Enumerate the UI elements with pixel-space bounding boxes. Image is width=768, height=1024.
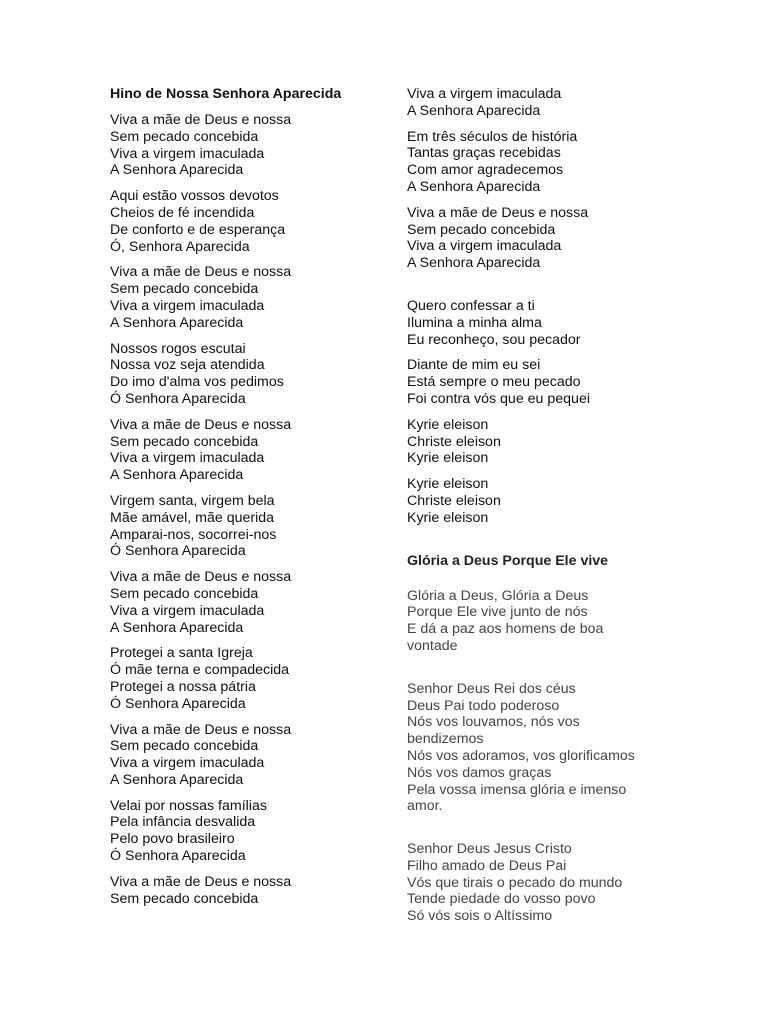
stanza bbox=[407, 417, 669, 467]
verse-line: Viva a virgem imaculada bbox=[110, 602, 265, 619]
verse-line: Senhor Deus Jesus Cristo bbox=[407, 841, 572, 858]
verse-line: A Senhora Aparecida bbox=[407, 102, 541, 119]
verse-line: Do imo d'alma vos pedimos bbox=[110, 374, 284, 391]
stanza bbox=[110, 874, 372, 908]
left-stanzas bbox=[110, 112, 372, 907]
verse-line: Kyrie eleison bbox=[407, 450, 489, 467]
verse-line: Ó mãe terna e compadecida bbox=[110, 662, 290, 679]
verse-line: Christe eleison bbox=[407, 433, 501, 450]
verse-line: A Senhora Aparecida bbox=[110, 771, 244, 788]
stanza bbox=[110, 112, 372, 179]
stanza bbox=[110, 417, 372, 484]
verse-line: A Senhora Aparecida bbox=[407, 178, 541, 195]
stanza bbox=[110, 722, 372, 789]
verse-line: Sem pecado concebida bbox=[407, 221, 556, 238]
verse-line: Ó Senhora Aparecida bbox=[110, 390, 246, 407]
verse-line: Eu reconheço, sou pecador bbox=[407, 331, 581, 348]
verse-line: Quero confessar a ti bbox=[407, 297, 535, 314]
verse-line: A Senhora Aparecida bbox=[110, 467, 244, 484]
stanza bbox=[110, 188, 372, 255]
verse-line: A Senhora Aparecida bbox=[110, 162, 244, 179]
verse-line: Pelo povo brasileiro bbox=[110, 831, 235, 848]
verse-line: Viva a mãe de Deus e nossa bbox=[110, 112, 292, 128]
stanza bbox=[407, 129, 669, 196]
stanza bbox=[110, 645, 372, 712]
right-stanzas-b bbox=[407, 298, 669, 527]
verse-line: Sem pecado concebida bbox=[110, 433, 259, 450]
verse-line: Glória a Deus, Glória a Deus bbox=[407, 587, 589, 604]
verse-line: Viva a virgem imaculada bbox=[110, 755, 265, 772]
verse-line: Foi contra vós que eu pequei bbox=[407, 390, 590, 407]
verse-line: Ilumina a minha alma bbox=[407, 314, 542, 331]
verse-line: Com amor agradecemos bbox=[407, 162, 564, 179]
verse-line: Tantas graças recebidas bbox=[407, 145, 561, 162]
verse-line: Virgem santa, virgem bela bbox=[110, 492, 275, 509]
verse-line: Viva a mãe de Deus e nossa bbox=[110, 569, 292, 586]
verse-line: Ó Senhora Aparecida bbox=[110, 848, 246, 865]
verse-line: Kyrie eleison bbox=[407, 476, 489, 493]
verse-line: Sem pecado concebida bbox=[110, 281, 259, 298]
verse-line: Nós vos adoramos, vos glorificamos bbox=[407, 747, 635, 764]
verse-line: Kyrie eleison bbox=[407, 416, 489, 433]
verse-line: Protegei a santa Igreja bbox=[110, 645, 253, 662]
verse-line: Deus Pai todo poderoso bbox=[407, 697, 560, 714]
gloria-stanzas bbox=[407, 588, 669, 926]
right-column bbox=[407, 86, 669, 934]
verse-line: Kyrie eleison bbox=[407, 509, 489, 526]
verse-line: amor. bbox=[407, 798, 443, 815]
verse-line: Só vós sois o Altíssimo bbox=[407, 908, 553, 925]
verse-line: E dá a paz aos homens de boa bbox=[407, 621, 604, 638]
verse-line: Porque Ele vive junto de nós bbox=[407, 604, 588, 621]
verse-line: Filho amado de Deus Pai bbox=[407, 857, 567, 874]
stanza bbox=[110, 264, 372, 331]
verse-line: Sem pecado concebida bbox=[110, 128, 259, 145]
stanza bbox=[407, 476, 669, 526]
verse-line: Vós que tirais o pecado do mundo bbox=[407, 874, 623, 891]
verse-line: Sem pecado concebida bbox=[110, 738, 259, 755]
verse-line: Ó Senhora Aparecida bbox=[110, 695, 246, 712]
verse-line: Mãe amável, mãe querida bbox=[110, 509, 275, 526]
verse-line: Pela vossa imensa glória e imenso bbox=[407, 781, 627, 798]
stanza bbox=[407, 86, 669, 120]
verse-line: Viva a mãe de Deus e nossa bbox=[110, 264, 292, 281]
verse-line: Nós vos louvamos, nós vos bbox=[407, 714, 580, 731]
verse-line: Nossos rogos escutai bbox=[110, 340, 246, 357]
verse-line: Viva a virgem imaculada bbox=[110, 297, 265, 314]
verse-line: bendizemos bbox=[407, 731, 484, 748]
stanza bbox=[407, 205, 669, 272]
stanza bbox=[407, 298, 669, 348]
right-stanzas-a bbox=[407, 86, 669, 272]
verse-line: Em três séculos de história bbox=[407, 128, 578, 145]
stanza bbox=[407, 841, 669, 925]
verse-line: Viva a mãe de Deus e nossa bbox=[110, 416, 292, 433]
stanza bbox=[407, 681, 669, 815]
verse-line: Está sempre o meu pecado bbox=[407, 374, 581, 391]
verse-line: Viva a virgem imaculada bbox=[407, 86, 562, 102]
stanza bbox=[110, 341, 372, 408]
verse-line: A Senhora Aparecida bbox=[110, 619, 244, 636]
verse-line: vontade bbox=[407, 637, 458, 654]
hymn-title: Hino de Nossa Senhora Aparecida bbox=[110, 86, 342, 102]
verse-line: Christe eleison bbox=[407, 492, 501, 509]
verse-line: Sem pecado concebida bbox=[110, 585, 259, 602]
verse-line: Sem pecado concebida bbox=[110, 890, 259, 907]
verse-line: Nossa voz seja atendida bbox=[110, 357, 265, 374]
verse-line: A Senhora Aparecida bbox=[110, 314, 244, 331]
verse-line: Cheios de fé incendida bbox=[110, 204, 255, 221]
verse-line: Viva a virgem imaculada bbox=[407, 238, 562, 255]
verse-line: Senhor Deus Rei dos céus bbox=[407, 680, 576, 697]
verse-line: De conforto e de esperança bbox=[110, 221, 286, 238]
left-column bbox=[110, 86, 372, 916]
stanza bbox=[110, 569, 372, 636]
stanza bbox=[110, 493, 372, 560]
verse-line: Velai por nossas famílias bbox=[110, 797, 267, 814]
verse-line: Protegei a nossa pátria bbox=[110, 678, 256, 695]
stanza bbox=[110, 798, 372, 865]
verse-line: Aqui estão vossos devotos bbox=[110, 188, 279, 205]
stanza bbox=[407, 357, 669, 407]
verse-line: Viva a virgem imaculada bbox=[110, 450, 265, 467]
verse-line: Pela infância desvalida bbox=[110, 814, 256, 831]
verse-line: Nós vos damos graças bbox=[407, 764, 552, 781]
verse-line: Tende piedade do vosso povo bbox=[407, 891, 596, 908]
verse-line: Viva a mãe de Deus e nossa bbox=[110, 721, 292, 738]
verse-line: Diante de mim eu sei bbox=[407, 357, 541, 374]
verse-line: Viva a virgem imaculada bbox=[110, 145, 265, 162]
verse-line: Viva a mãe de Deus e nossa bbox=[110, 873, 292, 890]
verse-line: A Senhora Aparecida bbox=[407, 255, 541, 272]
gloria-title: Glória a Deus Porque Ele vive bbox=[407, 552, 609, 569]
verse-line: Ó Senhora Aparecida bbox=[110, 543, 246, 560]
verse-line: Ó, Senhora Aparecida bbox=[110, 238, 250, 255]
stanza bbox=[407, 588, 669, 655]
verse-line: Viva a mãe de Deus e nossa bbox=[407, 204, 589, 221]
verse-line: Amparai-nos, socorrei-nos bbox=[110, 526, 277, 543]
